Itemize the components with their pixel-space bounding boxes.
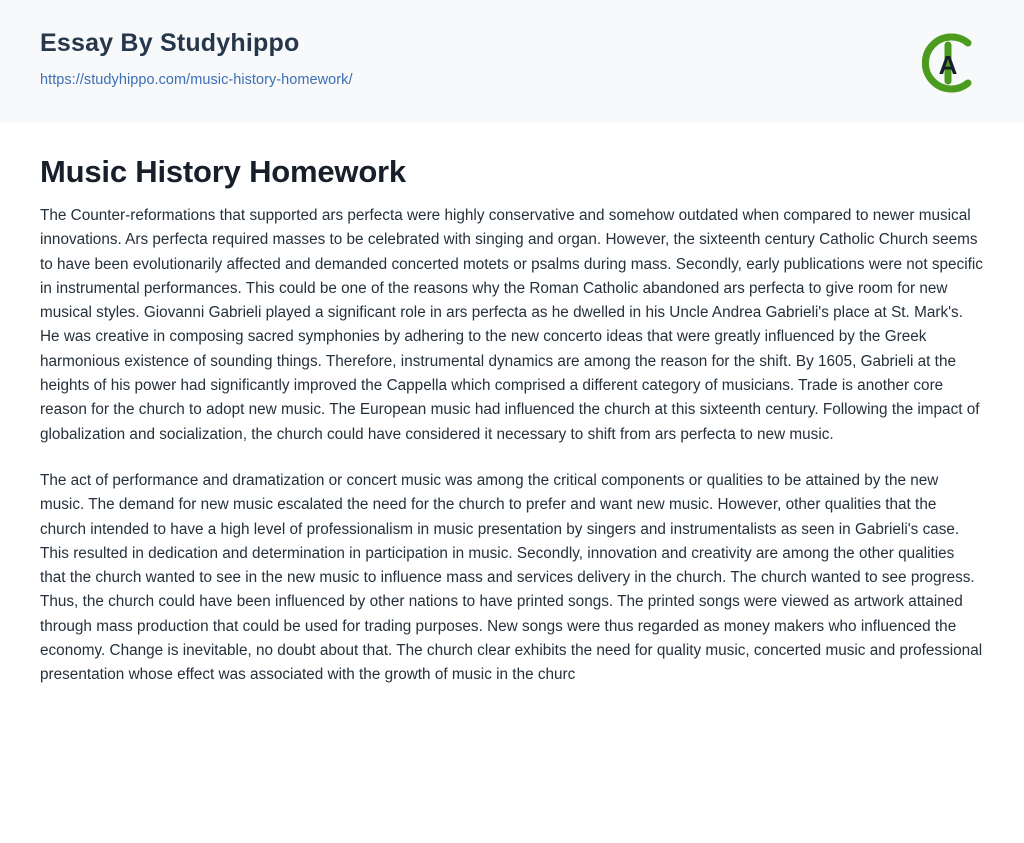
body-paragraph: The act of performance and dramatization or concert music was among the critical components or qualities to be attained by the new music. The demand for new music escalated the need for the church to prefer and want new music. However, other qualities that the church intended to have a high level of professionalism in music presentation by singers and instrumentalists as seen in Gabrieli's case. This resulted in dedication and determination in participation in music. Secondly, innovation and creativity are among the other qualities that the church wanted to see in the new music to influence mass and services delivery in the church. The church wanted to see progress. Thus, the church could have been influenced by other nations to have printed songs. The printed songs were viewed as artwork attained through mass production that could be used for trading purposes. New songs were thus regarded as money makers who influenced the economy. Change is inevitable, no doubt about that. The church clear exhibits the need for quality music, concerted music and professional presentation whose effect was associated with the growth of music in the churc <box>40 471 983 684</box>
body-paragraph: The Counter-reformations that supported ars perfecta were highly conservative and somehow outdated when compared to newer musical innovations. Ars perfecta required masses to be celebrated with singing and organ. However, the sixteenth century Catholic Church seems to have been evolutionarily affected and demanded concerted motets or psalms during mass. Secondly, early publications were not specific in instrumental performances. This could be one of the reasons why the Roman Catholic abandoned ars perfecta to give room for new musical styles. Giovanni Gabrieli played a significant role in ars perfecta as he dwelled in his Uncle Andrea Gabrieli's place at St. Mark's. He was creative in composing sacred symphonies by adhering to the new concerto ideas that were greatly influenced by the Greek harmonious existence of sounding things. Therefore, instrumental dynamics are among the reason for the shift. By 1605, Gabrieli at the heights of his power had significantly improved the Cappella which comprised a different category of musicians. Trade is another core reason for the church to adopt new music. The European music had influenced the church at this sixteenth century. Following the impact of globalization and socialization, the church could have considered it necessary to shift from ars perfecta to new music. <box>40 207 983 443</box>
page-header <box>0 0 1024 122</box>
page-title: Music History Homework <box>40 154 406 189</box>
site-brand-title: Essay By Studyhippo <box>40 29 300 57</box>
letter-a-circle-logo-icon <box>912 27 984 99</box>
document-content <box>0 122 1024 688</box>
source-url-link[interactable]: https://studyhippo.com/music-history-homework/ <box>40 71 353 88</box>
svg-text:A: A <box>938 50 958 80</box>
